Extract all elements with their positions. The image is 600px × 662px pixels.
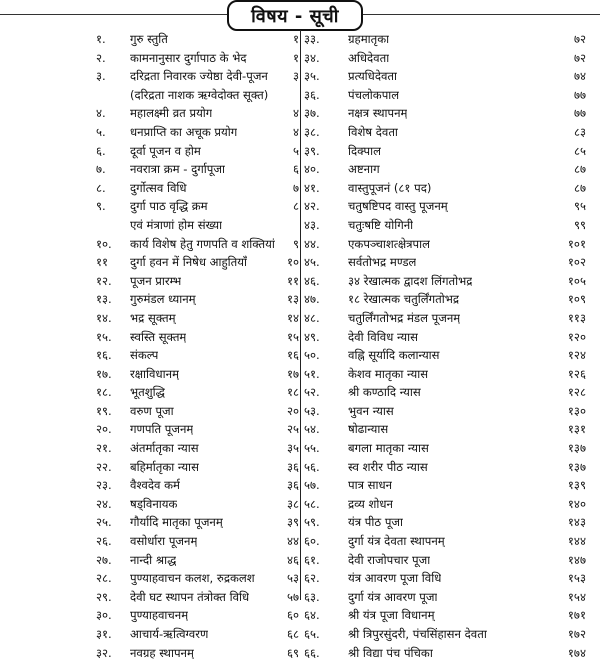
entry-number: ३. — [96, 69, 106, 84]
toc-entry — [96, 495, 301, 514]
toc-entry — [300, 49, 592, 68]
entry-title: स्व शरीर पीठ न्यास — [348, 459, 428, 474]
toc-entry — [96, 309, 301, 328]
entry-page: १२८ — [567, 385, 586, 400]
entry-title: दुर्गा हवन में निषेध आहुतियाँ — [130, 255, 248, 270]
entry-page: १ — [292, 50, 299, 65]
toc-entry — [96, 67, 301, 86]
toc-entry — [300, 86, 592, 105]
entry-page: १७१ — [567, 608, 586, 623]
entry-number: १३. — [96, 292, 112, 307]
entry-number: ४०. — [304, 162, 320, 177]
toc-entry — [300, 606, 592, 625]
toc-entry — [300, 216, 592, 235]
entry-number: ४. — [96, 106, 106, 121]
entry-page: २० — [286, 403, 299, 418]
entry-page: ३९ — [286, 515, 299, 530]
entry-number: ५२. — [304, 385, 320, 400]
entry-page: ६ — [292, 162, 299, 177]
toc-entry — [96, 383, 301, 402]
entry-number: २८. — [96, 571, 112, 586]
entry-title: यंत्र पीठ पूजा — [348, 515, 404, 530]
entry-page: ८७ — [573, 180, 586, 195]
entry-number: ५९. — [304, 515, 320, 530]
toc-entry — [300, 569, 592, 588]
entry-title: विशेष देवता — [348, 124, 398, 139]
toc-entry — [96, 86, 301, 105]
entry-number: २४. — [96, 496, 112, 511]
entry-page: ३५ — [286, 441, 299, 456]
entry-page: १२६ — [567, 366, 586, 381]
toc-entry — [96, 253, 301, 272]
entry-number: ५५. — [304, 441, 320, 456]
entry-page: १३ — [286, 292, 299, 307]
entry-number: २. — [96, 50, 106, 65]
entry-title: अंतर्मातृका न्यास — [130, 441, 199, 456]
toc-entry — [300, 328, 592, 347]
entry-number: ६२. — [304, 571, 320, 586]
entry-title: नवग्रह स्थापनम् — [130, 645, 194, 660]
toc-entry — [300, 272, 592, 291]
toc-entry — [96, 160, 301, 179]
toc-entry — [96, 142, 301, 161]
entry-number: १८. — [96, 385, 112, 400]
entry-title: वास्तुपूजनं (८१ पद) — [348, 180, 432, 195]
entry-number: ५७. — [304, 478, 320, 493]
toc-entry — [96, 328, 301, 347]
toc-entry — [300, 142, 592, 161]
entry-page: १४० — [567, 496, 586, 511]
toc-entry — [300, 383, 592, 402]
entry-number: ४८. — [304, 310, 320, 325]
entry-title: श्री विद्या पंच पंचिका — [348, 645, 433, 660]
entry-number: ३१. — [96, 627, 112, 641]
entry-page: ७७ — [573, 106, 586, 121]
toc-entry — [96, 216, 301, 235]
toc-entry — [96, 49, 301, 68]
entry-title: ३४ रेखात्मक द्वादश लिंगतोभद्र — [348, 273, 473, 288]
toc-entry — [96, 588, 301, 607]
entry-page: ७४ — [573, 69, 586, 84]
entry-page: १०९ — [567, 292, 586, 307]
toc-left-column — [96, 30, 301, 662]
entry-title: केशव मातृका न्यास — [348, 366, 429, 381]
entry-number: ४१. — [304, 180, 320, 195]
entry-title: प्रत्यधिदेवता — [348, 69, 398, 84]
entry-page: १७२ — [567, 627, 586, 641]
entry-number: २९. — [96, 589, 112, 604]
entry-title: (दरिद्रता नाशक ऋग्वेदोक्त सूक्त) — [130, 87, 269, 102]
toc-entry — [300, 439, 592, 458]
entry-title: दिक्पाल — [348, 143, 381, 158]
toc-entry — [300, 532, 592, 551]
entry-page: १४३ — [567, 515, 586, 530]
entry-title: श्री यंत्र पूजा विधानम् — [348, 608, 435, 623]
entry-title: श्री त्रिपुरसुंदरी, पंचसिंहासन देवता — [348, 627, 487, 641]
entry-number: १०. — [96, 236, 112, 251]
entry-title: रक्षाविधानम् — [130, 366, 180, 381]
toc-entry — [300, 104, 592, 123]
toc-entry — [300, 420, 592, 439]
entry-title: दूर्वा पूजन व होम — [130, 143, 201, 158]
entry-page: १२४ — [567, 348, 586, 363]
toc-entry — [96, 197, 301, 216]
entry-number: ६४. — [304, 608, 320, 623]
toc-entry — [96, 123, 301, 142]
entry-page: ५३ — [286, 571, 299, 586]
entry-title: चतुःषष्टि योगिनी — [348, 217, 414, 232]
entry-title: संकल्प — [130, 348, 159, 363]
entry-page: ५७ — [286, 589, 299, 604]
entry-title: नान्दी श्राद्ध — [130, 552, 177, 567]
entry-number: १४. — [96, 310, 112, 325]
entry-number: २१. — [96, 441, 112, 456]
entry-title: पंचलोकपाल — [348, 87, 400, 102]
entry-title: पूजन प्रारम्भ — [130, 273, 182, 288]
toc-entry — [96, 272, 301, 291]
entry-page: ७२ — [573, 32, 586, 46]
toc-entry — [300, 458, 592, 477]
entry-number: ३०. — [96, 608, 112, 623]
entry-title: भद्र सूक्तम् — [130, 310, 176, 325]
entry-title: बगला मातृका न्यास — [348, 441, 429, 456]
toc-entry — [96, 290, 301, 309]
entry-title: गणपति पूजनम् — [130, 422, 194, 437]
entry-title: सर्वतोभद्र मण्डल — [348, 255, 417, 270]
entry-number: ६१. — [304, 552, 320, 567]
toc-entry — [300, 253, 592, 272]
entry-page: ३८ — [286, 496, 299, 511]
entry-number: २७. — [96, 552, 112, 567]
entry-title: पुण्याहवाचन कलश, रुद्रकलश — [130, 571, 255, 586]
entry-title: देवी घट स्थापन तंत्रोक्त विधि — [130, 589, 250, 604]
entry-page: १०१ — [567, 236, 586, 251]
entry-number: ५६. — [304, 459, 320, 474]
toc-entry — [96, 30, 301, 49]
entry-number: ६३. — [304, 589, 320, 604]
entry-number: ६५. — [304, 627, 320, 641]
entry-title: गुरु स्तुति — [130, 32, 168, 46]
entry-page: १८ — [286, 385, 299, 400]
entry-title: भुवन न्यास — [348, 403, 394, 418]
entry-title: द्रव्य शोधन — [348, 496, 393, 511]
entry-number: १९. — [96, 403, 112, 418]
toc-entry — [300, 346, 592, 365]
entry-page: ४ — [292, 124, 299, 139]
entry-number: ४९. — [304, 329, 320, 344]
entry-page: १३७ — [567, 441, 586, 456]
toc-entry — [96, 458, 301, 477]
page-title: विषय - सूची — [227, 0, 363, 31]
entry-number: ४७. — [304, 292, 320, 307]
entry-number: २३. — [96, 478, 112, 493]
entry-title: दुर्गा यंत्र देवता स्थापनम् — [348, 534, 445, 549]
entry-number: २०. — [96, 422, 112, 437]
toc-entry — [96, 179, 301, 198]
entry-title: वरुण पूजा — [130, 403, 174, 418]
entry-page: ४६ — [286, 552, 299, 567]
entry-page: १०२ — [567, 255, 586, 270]
entry-page: १५३ — [567, 571, 586, 586]
entry-title: चतुषष्टिपद वास्तु पूजनम् — [348, 199, 448, 214]
entry-number: ४६. — [304, 273, 320, 288]
entry-title: आचार्य-ऋत्विग्वरण — [130, 627, 209, 641]
entry-title: नक्षत्र स्थापनम् — [348, 106, 408, 121]
entry-page: ७७ — [573, 87, 586, 102]
entry-page: ३६ — [286, 478, 299, 493]
entry-page: १०५ — [567, 273, 586, 288]
entry-title: कामनानुसार दुर्गापाठ के भेद — [130, 50, 247, 65]
toc-entry — [300, 309, 592, 328]
entry-page: १७४ — [567, 645, 586, 660]
toc-entry — [300, 67, 592, 86]
toc-entry — [96, 476, 301, 495]
entry-page: ४४ — [286, 534, 299, 549]
entry-page: ३ — [292, 69, 299, 84]
entry-page: ६० — [286, 608, 299, 623]
entry-page: ६९ — [286, 645, 299, 660]
entry-title: श्री कण्ठादि न्यास — [348, 385, 421, 400]
entry-title: वह्नि सूर्यादि कलान्यास — [348, 348, 440, 363]
entry-number: ३५. — [304, 69, 320, 84]
entry-title: धनप्राप्ति का अचूक प्रयोग — [130, 124, 238, 139]
entry-page: १ — [292, 32, 299, 46]
entry-number: ५८. — [304, 496, 320, 511]
entry-number: १. — [96, 32, 106, 46]
entry-page: ७ — [292, 180, 299, 195]
toc-entry — [96, 644, 301, 662]
entry-page: १३९ — [567, 478, 586, 493]
entry-number: ४२. — [304, 199, 320, 214]
entry-number: ५०. — [304, 348, 320, 363]
entry-page: १६ — [286, 348, 299, 363]
entry-title: षड्विनायक — [130, 496, 178, 511]
entry-number: ३८. — [304, 124, 320, 139]
entry-title: देवी विविध न्यास — [348, 329, 418, 344]
entry-number: ३४. — [304, 50, 320, 65]
entry-title: दुर्गा पाठ वृद्धि क्रम — [130, 199, 208, 214]
entry-title: ग्रहमातृका — [348, 32, 390, 46]
toc-entry — [96, 104, 301, 123]
toc-entry — [300, 365, 592, 384]
entry-number: ५३. — [304, 403, 320, 418]
entry-page: १० — [286, 255, 299, 270]
entry-number: २२. — [96, 459, 112, 474]
entry-page: १३० — [567, 403, 586, 418]
entry-title: एवं मंत्राणां होम संख्या — [130, 217, 223, 232]
entry-page: १४ — [286, 310, 299, 325]
toc-entry — [96, 625, 301, 644]
entry-title: षोढान्यास — [348, 422, 389, 437]
entry-page: ८ — [292, 199, 299, 214]
entry-title: यंत्र आवरण पूजा विधि — [348, 571, 442, 586]
entry-title: गुरुमंडल ध्यानम् — [130, 292, 196, 307]
toc-entry — [96, 551, 301, 570]
toc-entry — [300, 160, 592, 179]
entry-page: १५ — [286, 329, 299, 344]
entry-title: पात्र साधन — [348, 478, 393, 493]
entry-page: १३७ — [567, 459, 586, 474]
entry-title: भूतशुद्धि — [130, 385, 165, 400]
entry-number: ४४. — [304, 236, 320, 251]
toc-entry — [96, 606, 301, 625]
entry-number: २५. — [96, 515, 112, 530]
entry-page: ८५ — [573, 143, 586, 158]
entry-number: ३६. — [304, 87, 320, 102]
entry-title: चतुर्लिंगतोभद्र मंडल पूजनम् — [348, 310, 461, 325]
entry-page: ११३ — [567, 310, 586, 325]
entry-title: महालक्ष्मी व्रत प्रयोग — [130, 106, 213, 121]
toc-entry — [96, 235, 301, 254]
entry-page: १५४ — [567, 589, 586, 604]
toc-entry — [300, 588, 592, 607]
toc-entry — [300, 644, 592, 662]
entry-page: ८७ — [573, 162, 586, 177]
entry-page: ११ — [286, 273, 299, 288]
entry-page: १३१ — [567, 422, 586, 437]
toc-entry — [96, 513, 301, 532]
toc-entry — [300, 197, 592, 216]
entry-number: १६. — [96, 348, 112, 363]
entry-number: ३७. — [304, 106, 320, 121]
entry-page: ७२ — [573, 50, 586, 65]
entry-title: दरिद्रता निवारक ज्येष्ठा देवी-पूजन — [130, 69, 268, 84]
entry-page: २५ — [286, 422, 299, 437]
toc-entry — [300, 625, 592, 644]
entry-title: दुर्गा यंत्र आवरण पूजा — [348, 589, 438, 604]
entry-number: ६०. — [304, 534, 320, 549]
toc-entry — [300, 495, 592, 514]
entry-page: १४७ — [567, 552, 586, 567]
entry-page: १४४ — [567, 534, 586, 549]
entry-page: ८३ — [573, 124, 586, 139]
entry-title: गौर्यादि मातृका पूजनम् — [130, 515, 223, 530]
toc-entry — [96, 439, 301, 458]
entry-page: ४ — [292, 106, 299, 121]
title-area — [0, 0, 600, 30]
entry-title: देवी राजोपचार पूजा — [348, 552, 431, 567]
entry-page: ३६ — [286, 459, 299, 474]
entry-number: ४३. — [304, 217, 320, 232]
toc-entry — [96, 365, 301, 384]
entry-page: ९५ — [573, 199, 586, 214]
toc-entry — [300, 551, 592, 570]
toc-entry — [96, 402, 301, 421]
entry-number: ३२. — [96, 645, 112, 660]
toc-entry — [96, 420, 301, 439]
entry-title: अधिदेवता — [348, 50, 390, 65]
toc-entry — [300, 402, 592, 421]
entry-number: २६. — [96, 534, 112, 549]
entry-title: वैश्वदेव कर्म — [130, 478, 180, 493]
toc-entry — [300, 290, 592, 309]
entry-page: ९९ — [573, 217, 586, 232]
entry-number: ११ — [96, 255, 109, 270]
entry-page: ६८ — [286, 627, 299, 641]
entry-title: नवरात्रा क्रम - दुर्गापूजा — [130, 162, 225, 177]
entry-number: १५. — [96, 329, 112, 344]
entry-number: १२. — [96, 273, 112, 288]
toc-entry — [300, 179, 592, 198]
entry-title: दुर्गोत्सव विधि — [130, 180, 187, 195]
entry-title: स्वस्ति सूक्तम् — [130, 329, 187, 344]
toc-entry — [96, 532, 301, 551]
entry-number: ६. — [96, 143, 106, 158]
toc-entry — [96, 346, 301, 365]
toc-entry — [96, 569, 301, 588]
toc-entry — [300, 123, 592, 142]
entry-number: ८. — [96, 180, 106, 195]
entry-number: ५. — [96, 124, 106, 139]
entry-page: १२० — [567, 329, 586, 344]
entry-number: ३३. — [304, 32, 320, 46]
entry-title: एकपञ्चाशत्क्षेत्रपाल — [348, 236, 431, 251]
entry-number: ७. — [96, 162, 106, 177]
toc-entry — [300, 235, 592, 254]
entry-page: ५ — [292, 143, 299, 158]
entry-title: कार्य विशेष हेतु गणपति व शक्तियां — [130, 236, 275, 251]
entry-title: पुण्याहवाचनम् — [130, 608, 189, 623]
entry-page: १७ — [286, 366, 299, 381]
entry-title: बहिर्मातृका न्यास — [130, 459, 199, 474]
entry-number: ९. — [96, 199, 106, 214]
toc-entry — [300, 476, 592, 495]
entry-page: ९ — [292, 236, 299, 251]
entry-number: ६६. — [304, 645, 320, 660]
entry-number: ४५. — [304, 255, 320, 270]
entry-title: १८ रेखात्मक चतुर्लिंगतोभद्र — [348, 292, 460, 307]
entry-number: ५१. — [304, 366, 320, 381]
entry-title: वसोर्धारा पूजनम् — [130, 534, 198, 549]
toc-entry — [300, 30, 592, 49]
entry-number: ५४. — [304, 422, 320, 437]
toc-entry — [300, 513, 592, 532]
entry-number: १७. — [96, 366, 112, 381]
entry-number: ३९. — [304, 143, 320, 158]
toc-right-column — [300, 30, 592, 662]
entry-title: अष्टनाग — [348, 162, 380, 177]
